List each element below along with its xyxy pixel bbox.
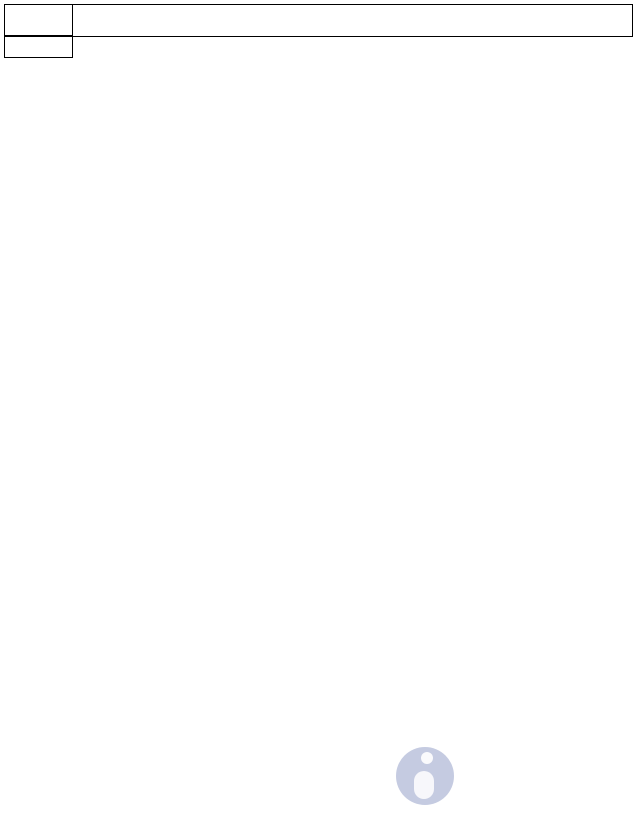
gauss-density-table: [4, 4, 633, 58]
footer-row-digits: [5, 36, 633, 58]
header-row-title: [5, 5, 633, 37]
watermark-logo-icon: [396, 747, 454, 805]
watermark: [396, 745, 636, 807]
hundredths-header: [73, 5, 633, 37]
footer-empty-cell: [5, 36, 73, 58]
corner-header: [5, 5, 73, 37]
